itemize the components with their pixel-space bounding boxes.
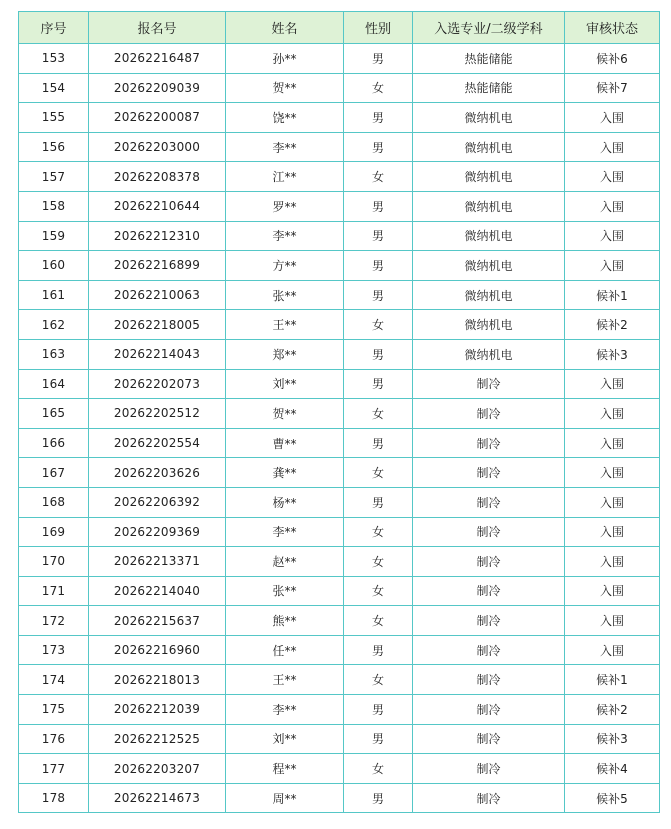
cell-name: 任** [226,635,344,665]
table-row [19,221,660,251]
cell-reg-no: 20262210063 [89,280,226,310]
cell-major: 微纳机电 [413,280,565,310]
cell-reg-no: 20262202073 [89,369,226,399]
cell-seq: 153 [19,44,89,74]
cell-major: 制冷 [413,487,565,517]
cell-seq: 174 [19,665,89,695]
cell-status: 入围 [565,487,660,517]
cell-gender: 女 [344,310,413,340]
header-seq: 序号 [19,12,89,44]
cell-seq: 162 [19,310,89,340]
cell-gender: 女 [344,665,413,695]
table-row [19,399,660,429]
cell-status: 入围 [565,103,660,133]
cell-seq: 163 [19,339,89,369]
cell-status: 入围 [565,132,660,162]
cell-name: 王** [226,665,344,695]
cell-seq: 160 [19,251,89,281]
cell-reg-no: 20262216899 [89,251,226,281]
cell-major: 制冷 [413,547,565,577]
table-row [19,754,660,784]
cell-major: 制冷 [413,783,565,813]
table-row [19,517,660,547]
cell-name: 李** [226,132,344,162]
admission-list-table [18,11,660,813]
cell-major: 制冷 [413,635,565,665]
cell-name: 熊** [226,606,344,636]
cell-major: 制冷 [413,695,565,725]
cell-status: 候补2 [565,695,660,725]
cell-reg-no: 20262200087 [89,103,226,133]
cell-status: 入围 [565,251,660,281]
cell-seq: 178 [19,783,89,813]
cell-major: 热能储能 [413,73,565,103]
cell-name: 刘** [226,724,344,754]
cell-major: 制冷 [413,458,565,488]
cell-reg-no: 20262214043 [89,339,226,369]
cell-name: 龚** [226,458,344,488]
cell-status: 入围 [565,635,660,665]
header-row [19,12,660,44]
cell-major: 微纳机电 [413,339,565,369]
cell-reg-no: 20262212525 [89,724,226,754]
cell-seq: 168 [19,487,89,517]
cell-reg-no: 20262208378 [89,162,226,192]
cell-reg-no: 20262215637 [89,606,226,636]
cell-seq: 177 [19,754,89,784]
cell-major: 制冷 [413,754,565,784]
table-row [19,458,660,488]
cell-name: 程** [226,754,344,784]
header-major: 入选专业/二级学科 [413,12,565,44]
cell-status: 候补2 [565,310,660,340]
cell-name: 罗** [226,191,344,221]
cell-name: 贺** [226,399,344,429]
cell-gender: 女 [344,162,413,192]
cell-reg-no: 20262218013 [89,665,226,695]
cell-seq: 166 [19,428,89,458]
cell-reg-no: 20262202554 [89,428,226,458]
cell-major: 制冷 [413,724,565,754]
cell-seq: 165 [19,399,89,429]
cell-gender: 女 [344,754,413,784]
table-row [19,280,660,310]
table-row [19,251,660,281]
cell-seq: 172 [19,606,89,636]
cell-name: 李** [226,695,344,725]
table-row [19,547,660,577]
cell-reg-no: 20262218005 [89,310,226,340]
cell-name: 郑** [226,339,344,369]
cell-name: 刘** [226,369,344,399]
cell-gender: 女 [344,399,413,429]
cell-status: 候补1 [565,665,660,695]
cell-major: 制冷 [413,399,565,429]
cell-status: 候补1 [565,280,660,310]
table-row [19,369,660,399]
cell-status: 入围 [565,547,660,577]
cell-reg-no: 20262216960 [89,635,226,665]
cell-major: 制冷 [413,517,565,547]
cell-gender: 男 [344,724,413,754]
cell-name: 杨** [226,487,344,517]
cell-name: 江** [226,162,344,192]
cell-seq: 159 [19,221,89,251]
cell-name: 张** [226,576,344,606]
cell-gender: 男 [344,221,413,251]
cell-reg-no: 20262213371 [89,547,226,577]
table-row [19,665,660,695]
cell-major: 微纳机电 [413,132,565,162]
table-row [19,487,660,517]
table-row [19,635,660,665]
cell-seq: 158 [19,191,89,221]
cell-seq: 175 [19,695,89,725]
cell-major: 微纳机电 [413,162,565,192]
cell-major: 制冷 [413,428,565,458]
cell-reg-no: 20262209369 [89,517,226,547]
table-header [19,12,660,44]
cell-reg-no: 20262216487 [89,44,226,74]
cell-status: 候补4 [565,754,660,784]
cell-gender: 男 [344,428,413,458]
cell-status: 候补3 [565,724,660,754]
cell-gender: 女 [344,547,413,577]
cell-seq: 169 [19,517,89,547]
cell-name: 饶** [226,103,344,133]
cell-status: 候补6 [565,44,660,74]
cell-gender: 男 [344,132,413,162]
table-row [19,724,660,754]
table-row [19,339,660,369]
header-status: 审核状态 [565,12,660,44]
cell-status: 入围 [565,517,660,547]
cell-status: 入围 [565,162,660,192]
cell-reg-no: 20262209039 [89,73,226,103]
cell-name: 李** [226,221,344,251]
cell-name: 周** [226,783,344,813]
cell-name: 王** [226,310,344,340]
cell-name: 曹** [226,428,344,458]
table-row [19,783,660,813]
table-row [19,132,660,162]
cell-major: 微纳机电 [413,310,565,340]
cell-major: 热能储能 [413,44,565,74]
cell-major: 微纳机电 [413,221,565,251]
cell-major: 微纳机电 [413,103,565,133]
cell-gender: 女 [344,458,413,488]
cell-name: 张** [226,280,344,310]
cell-status: 入围 [565,606,660,636]
cell-reg-no: 20262212310 [89,221,226,251]
cell-seq: 157 [19,162,89,192]
cell-gender: 男 [344,44,413,74]
admission-table-container [18,11,659,813]
cell-gender: 女 [344,576,413,606]
cell-seq: 156 [19,132,89,162]
cell-status: 候补3 [565,339,660,369]
cell-major: 制冷 [413,369,565,399]
cell-reg-no: 20262203207 [89,754,226,784]
cell-status: 候补7 [565,73,660,103]
cell-name: 李** [226,517,344,547]
cell-gender: 男 [344,191,413,221]
table-row [19,695,660,725]
table-row [19,162,660,192]
cell-reg-no: 20262210644 [89,191,226,221]
cell-seq: 171 [19,576,89,606]
cell-gender: 男 [344,487,413,517]
header-gender: 性别 [344,12,413,44]
cell-gender: 男 [344,251,413,281]
cell-reg-no: 20262214040 [89,576,226,606]
cell-name: 赵** [226,547,344,577]
cell-seq: 161 [19,280,89,310]
cell-major: 制冷 [413,576,565,606]
cell-seq: 170 [19,547,89,577]
cell-seq: 176 [19,724,89,754]
table-row [19,606,660,636]
cell-status: 入围 [565,221,660,251]
table-row [19,73,660,103]
header-name: 姓名 [226,12,344,44]
cell-major: 制冷 [413,606,565,636]
cell-status: 候补5 [565,783,660,813]
cell-reg-no: 20262212039 [89,695,226,725]
cell-gender: 女 [344,73,413,103]
table-row [19,103,660,133]
cell-status: 入围 [565,428,660,458]
cell-major: 制冷 [413,665,565,695]
cell-gender: 男 [344,635,413,665]
cell-gender: 男 [344,695,413,725]
cell-reg-no: 20262203000 [89,132,226,162]
cell-seq: 154 [19,73,89,103]
cell-reg-no: 20262214673 [89,783,226,813]
table-row [19,310,660,340]
cell-reg-no: 20262203626 [89,458,226,488]
cell-gender: 女 [344,517,413,547]
cell-seq: 167 [19,458,89,488]
cell-name: 贺** [226,73,344,103]
cell-status: 入围 [565,191,660,221]
table-row [19,44,660,74]
table-body [19,44,660,813]
cell-seq: 173 [19,635,89,665]
cell-gender: 女 [344,606,413,636]
cell-reg-no: 20262206392 [89,487,226,517]
cell-name: 孙** [226,44,344,74]
cell-gender: 男 [344,339,413,369]
cell-status: 入围 [565,576,660,606]
cell-seq: 155 [19,103,89,133]
cell-gender: 男 [344,280,413,310]
cell-seq: 164 [19,369,89,399]
cell-name: 方** [226,251,344,281]
cell-reg-no: 20262202512 [89,399,226,429]
cell-major: 微纳机电 [413,191,565,221]
cell-major: 微纳机电 [413,251,565,281]
cell-gender: 男 [344,103,413,133]
table-row [19,576,660,606]
cell-status: 入围 [565,458,660,488]
table-row [19,191,660,221]
cell-gender: 男 [344,369,413,399]
table-row [19,428,660,458]
cell-status: 入围 [565,399,660,429]
cell-gender: 男 [344,783,413,813]
header-reg-no: 报名号 [89,12,226,44]
cell-status: 入围 [565,369,660,399]
